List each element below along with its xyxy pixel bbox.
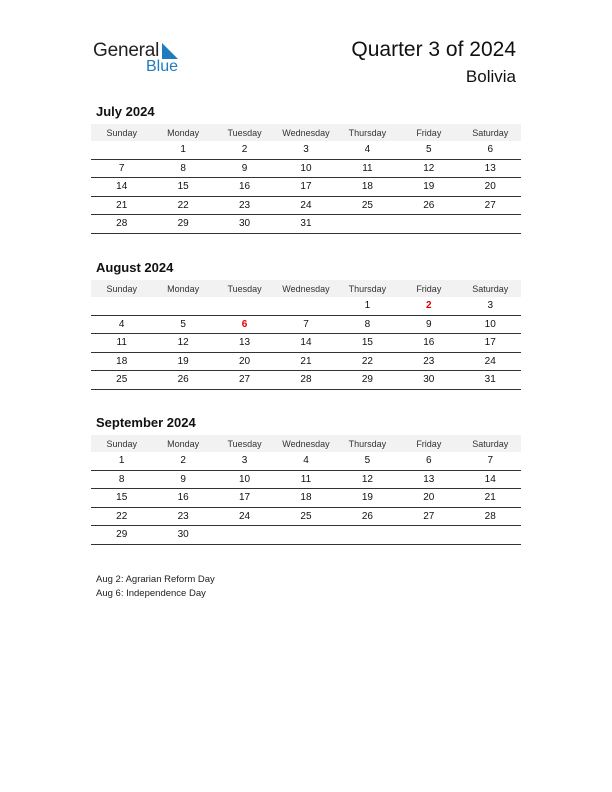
week-row (91, 489, 521, 508)
day-cell: 7 (487, 455, 494, 467)
day-cell: 28 (116, 218, 128, 230)
day-cell: 3 (487, 300, 494, 312)
week-row (91, 526, 521, 545)
weekday-label: Tuesday (227, 438, 262, 449)
day-cell: 19 (177, 355, 189, 367)
day-cell: 12 (361, 473, 373, 485)
day-cell: 29 (177, 218, 189, 230)
day-cell: 4 (364, 144, 371, 156)
weekday-label: Sunday (106, 438, 137, 449)
weekday-label: Sunday (106, 127, 137, 138)
day-cell: 21 (484, 492, 496, 504)
weekday-label: Thursday (348, 283, 387, 294)
day-cell: 28 (484, 510, 496, 522)
weekday-label: Tuesday (227, 283, 262, 294)
month-title: September 2024 (96, 415, 196, 430)
week-row (91, 297, 521, 316)
day-cell: 17 (300, 181, 312, 193)
day-cell: 13 (238, 337, 251, 349)
day-cell: 31 (300, 218, 312, 230)
month-september (91, 414, 521, 545)
day-cell: 30 (177, 529, 189, 541)
day-cell: 15 (361, 337, 373, 349)
week-row (91, 160, 521, 179)
week-row (91, 197, 521, 216)
day-cell: 27 (238, 374, 251, 386)
week-row (91, 316, 521, 335)
holiday-day-cell: 6 (241, 318, 248, 330)
logo-triangle-icon (162, 43, 178, 59)
day-cell: 30 (423, 374, 435, 386)
day-cell: 22 (116, 510, 128, 522)
weekday-label: Saturday (472, 127, 509, 138)
weekday-label: Friday (416, 127, 442, 138)
week-row (91, 178, 521, 197)
month-title: July 2024 (96, 104, 155, 119)
week-row (91, 452, 521, 471)
day-cell: 14 (300, 337, 312, 349)
day-cell: 22 (361, 355, 373, 367)
day-cell: 9 (241, 162, 248, 174)
day-cell: 11 (362, 162, 373, 174)
day-cell: 14 (484, 473, 496, 485)
holiday-note: Aug 6: Independence Day (96, 588, 206, 599)
day-cell: 28 (300, 374, 312, 386)
day-cell: 25 (361, 199, 373, 211)
logo-text-blue: Blue (146, 58, 179, 75)
day-cell: 21 (300, 355, 312, 367)
day-cell: 19 (423, 181, 435, 193)
day-cell: 20 (238, 355, 251, 367)
day-cell: 17 (238, 492, 251, 504)
day-cell: 19 (361, 492, 373, 504)
day-cell: 21 (116, 199, 128, 211)
week-row (91, 371, 521, 390)
weekday-label: Wednesday (282, 438, 330, 449)
weekday-label: Monday (167, 283, 200, 294)
day-cell: 26 (361, 510, 373, 522)
page-title: Quarter 3 of 2024 (351, 38, 516, 61)
day-cell: 1 (180, 144, 186, 156)
day-cell: 20 (423, 492, 435, 504)
month-august (91, 259, 521, 390)
day-cell: 26 (423, 199, 435, 211)
weekday-label: Wednesday (282, 127, 330, 138)
week-row (91, 508, 521, 527)
day-cell: 16 (423, 337, 435, 349)
day-cell: 9 (426, 318, 432, 330)
weekday-header-row (91, 280, 521, 297)
weekday-label: Thursday (348, 127, 387, 138)
month-july (91, 103, 521, 234)
day-cell: 1 (364, 300, 371, 312)
day-cell: 18 (361, 181, 373, 193)
weekday-label: Friday (416, 283, 442, 294)
day-cell: 9 (180, 473, 186, 485)
day-cell: 12 (423, 162, 435, 174)
week-row (91, 353, 521, 372)
day-cell: 3 (303, 144, 309, 156)
day-cell: 22 (177, 199, 189, 211)
day-cell: 27 (484, 199, 496, 211)
day-cell: 7 (118, 162, 125, 174)
day-cell: 18 (116, 355, 128, 367)
holiday-day-cell: 2 (426, 300, 432, 312)
weekday-label: Thursday (348, 438, 387, 449)
day-cell: 24 (238, 510, 251, 522)
day-cell: 5 (180, 318, 186, 330)
day-cell: 27 (423, 510, 435, 522)
day-cell: 13 (484, 162, 496, 174)
day-cell: 11 (300, 473, 312, 485)
day-cell: 3 (241, 455, 248, 467)
day-cell: 10 (484, 318, 496, 330)
day-cell: 15 (177, 181, 189, 193)
month-title: August 2024 (96, 260, 174, 275)
day-cell: 24 (484, 355, 496, 367)
day-cell: 7 (303, 318, 309, 330)
day-cell: 8 (364, 318, 371, 330)
day-cell: 6 (426, 455, 432, 467)
logo (93, 40, 193, 80)
day-cell: 4 (303, 455, 309, 467)
holiday-note: Aug 2: Agrarian Reform Day (96, 574, 215, 585)
country-name: Bolivia (465, 67, 516, 86)
day-cell: 25 (116, 374, 128, 386)
logo-text-general: General (93, 40, 160, 61)
day-cell: 6 (487, 144, 494, 156)
day-cell: 8 (180, 162, 186, 174)
day-cell: 31 (484, 374, 496, 386)
day-cell: 13 (423, 473, 435, 485)
week-row (91, 334, 521, 353)
week-row (91, 471, 521, 490)
day-cell: 12 (177, 337, 189, 349)
weekday-header-row (91, 435, 521, 452)
day-cell: 10 (238, 473, 251, 485)
day-cell: 17 (484, 337, 496, 349)
day-cell: 23 (177, 510, 189, 522)
day-cell: 5 (364, 455, 371, 467)
day-cell: 2 (180, 455, 186, 467)
day-cell: 4 (118, 318, 125, 330)
weekday-label: Sunday (106, 283, 137, 294)
day-cell: 15 (116, 492, 128, 504)
day-cell: 1 (118, 455, 125, 467)
week-row (91, 215, 521, 234)
day-cell: 24 (300, 199, 312, 211)
weekday-label: Saturday (472, 283, 509, 294)
day-cell: 20 (484, 181, 496, 193)
weekday-label: Monday (167, 438, 200, 449)
holiday-notes (96, 573, 215, 601)
weekday-label: Monday (167, 127, 200, 138)
weekday-label: Tuesday (227, 127, 262, 138)
weekday-label: Friday (416, 438, 442, 449)
day-cell: 8 (118, 473, 125, 485)
day-cell: 2 (241, 144, 248, 156)
day-cell: 29 (116, 529, 128, 541)
day-cell: 11 (116, 337, 127, 349)
day-cell: 18 (300, 492, 312, 504)
weekday-label: Wednesday (282, 283, 330, 294)
day-cell: 23 (423, 355, 435, 367)
day-cell: 10 (300, 162, 312, 174)
day-cell: 23 (238, 199, 251, 211)
day-cell: 25 (300, 510, 312, 522)
day-cell: 16 (177, 492, 189, 504)
weekday-header-row (91, 124, 521, 141)
day-cell: 16 (238, 181, 251, 193)
weekday-label: Saturday (472, 438, 509, 449)
day-cell: 5 (426, 144, 432, 156)
week-row (91, 141, 521, 160)
day-cell: 29 (361, 374, 373, 386)
day-cell: 30 (238, 218, 251, 230)
day-cell: 26 (177, 374, 189, 386)
day-cell: 14 (116, 181, 128, 193)
